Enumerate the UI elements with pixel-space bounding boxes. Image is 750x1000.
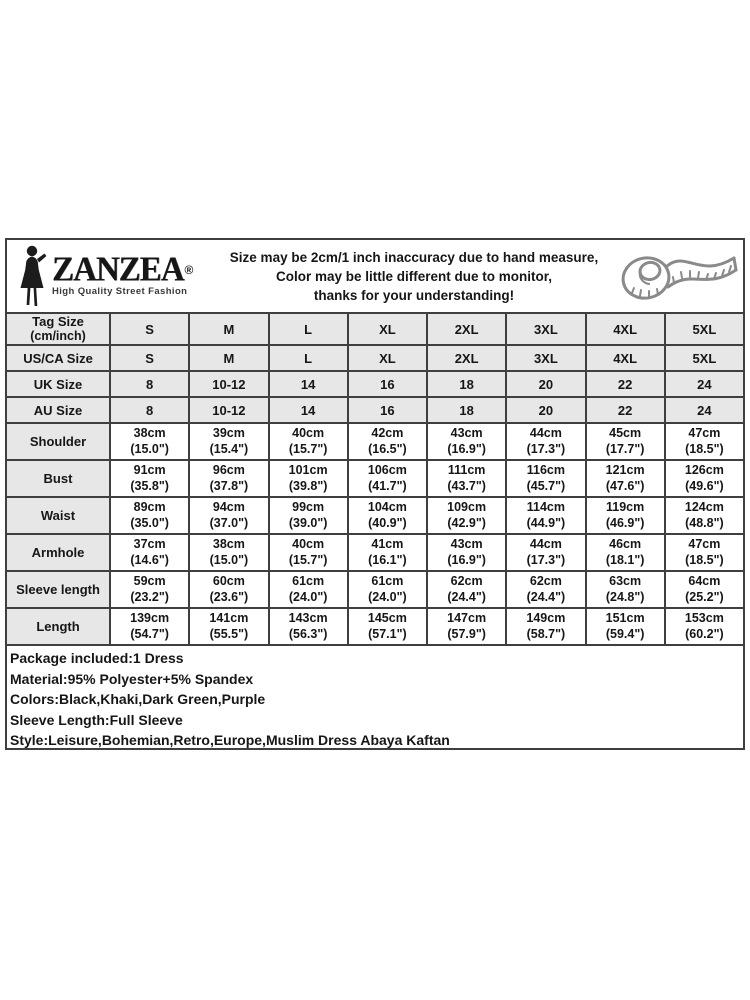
measurement-cell: 44cm (17.3") xyxy=(506,423,585,460)
measurement-cell: 149cm (58.7") xyxy=(506,608,585,645)
measurement-cell: 141cm (55.5") xyxy=(189,608,268,645)
measurement-row xyxy=(6,423,744,460)
measurement-cell: 126cm (49.6") xyxy=(665,460,744,497)
measurement-cell: 94cm (37.0") xyxy=(189,497,268,534)
size-cell: S xyxy=(110,345,189,371)
measurement-cell: 99cm (39.0") xyxy=(269,497,348,534)
measurement-row xyxy=(6,534,744,571)
chart-header xyxy=(5,238,745,312)
measurement-cell: 47cm (18.5") xyxy=(665,423,744,460)
measurement-cell: 143cm (56.3") xyxy=(269,608,348,645)
measurement-cell: 89cm (35.0") xyxy=(110,497,189,534)
measurement-cell: 104cm (40.9") xyxy=(348,497,427,534)
registered-mark-icon: ® xyxy=(184,262,194,277)
size-cell: 8 xyxy=(110,371,189,397)
row-label: Sleeve length xyxy=(6,571,110,608)
measurement-cell: 121cm (47.6") xyxy=(586,460,665,497)
disclaimer-line: Size may be 2cm/1 inch inaccuracy due to hand measure, xyxy=(229,249,599,265)
size-cell: 10-12 xyxy=(189,397,268,423)
measurement-cell: 139cm (54.7") xyxy=(110,608,189,645)
measurement-row xyxy=(6,460,744,497)
measurement-cell: 63cm (24.8") xyxy=(586,571,665,608)
size-cell: 24 xyxy=(665,397,744,423)
size-cell: 18 xyxy=(427,397,506,423)
measurement-cell: 59cm (23.2") xyxy=(110,571,189,608)
size-row xyxy=(6,397,744,423)
size-cell: L xyxy=(269,313,348,345)
row-label: Armhole xyxy=(6,534,110,571)
brand-logo xyxy=(7,245,217,307)
row-label: Tag Size (cm/inch) xyxy=(6,313,110,345)
measurement-cell: 60cm (23.6") xyxy=(189,571,268,608)
brand-tagline: High Quality Street Fashion xyxy=(52,286,188,297)
size-cell: 5XL xyxy=(665,345,744,371)
measurement-cell: 37cm (14.6") xyxy=(110,534,189,571)
size-cell: 2XL xyxy=(427,313,506,345)
measurement-cell: 41cm (16.1") xyxy=(348,534,427,571)
measurement-cell: 61cm (24.0") xyxy=(348,571,427,608)
measurement-cell: 111cm (43.7") xyxy=(427,460,506,497)
note-line: Sleeve Length:Full Sleeve xyxy=(10,711,183,728)
size-cell: 18 xyxy=(427,371,506,397)
size-cell: 10-12 xyxy=(189,371,268,397)
product-notes xyxy=(5,646,745,750)
fashion-figure-icon xyxy=(17,245,49,307)
size-cell: M xyxy=(189,313,268,345)
measurement-cell: 106cm (41.7") xyxy=(348,460,427,497)
measurement-cell: 119cm (46.9") xyxy=(586,497,665,534)
size-cell: M xyxy=(189,345,268,371)
size-table xyxy=(5,312,745,646)
measurement-cell: 42cm (16.5") xyxy=(348,423,427,460)
row-label: Shoulder xyxy=(6,423,110,460)
measurement-cell: 64cm (25.2") xyxy=(665,571,744,608)
measurement-cell: 39cm (15.4") xyxy=(189,423,268,460)
row-label: Waist xyxy=(6,497,110,534)
size-cell: 3XL xyxy=(506,345,585,371)
size-table-body xyxy=(6,313,744,645)
measurement-cell: 96cm (37.8") xyxy=(189,460,268,497)
size-row xyxy=(6,371,744,397)
measurement-cell: 40cm (15.7") xyxy=(269,423,348,460)
measurement-cell: 124cm (48.8") xyxy=(665,497,744,534)
measurement-cell: 145cm (57.1") xyxy=(348,608,427,645)
brand-name: ZANZEA xyxy=(52,251,184,289)
measurement-cell: 61cm (24.0") xyxy=(269,571,348,608)
tape-measure-icon xyxy=(611,245,743,307)
size-cell: XL xyxy=(348,313,427,345)
row-label: Length xyxy=(6,608,110,645)
size-cell: S xyxy=(110,313,189,345)
measurement-cell: 43cm (16.9") xyxy=(427,534,506,571)
note-line: Style:Leisure,Bohemian,Retro,Europe,Muslim Dress Abaya Kaftan xyxy=(10,732,450,748)
size-cell: 20 xyxy=(506,397,585,423)
disclaimer-line: Color may be little different due to monitor, xyxy=(275,268,553,284)
size-cell: 3XL xyxy=(506,313,585,345)
measurement-cell: 151cm (59.4") xyxy=(586,608,665,645)
measurement-row xyxy=(6,571,744,608)
note-line: Colors:Black,Khaki,Dark Green,Purple xyxy=(10,691,266,707)
row-label: Bust xyxy=(6,460,110,497)
measurement-cell: 101cm (39.8") xyxy=(269,460,348,497)
size-cell: 4XL xyxy=(586,313,665,345)
measurement-cell: 147cm (57.9") xyxy=(427,608,506,645)
size-cell: 22 xyxy=(586,371,665,397)
size-cell: L xyxy=(269,345,348,371)
row-label: US/CA Size xyxy=(6,345,110,371)
size-cell: 8 xyxy=(110,397,189,423)
measurement-cell: 47cm (18.5") xyxy=(665,534,744,571)
size-cell: 14 xyxy=(269,371,348,397)
size-cell: XL xyxy=(348,345,427,371)
measurement-cell: 45cm (17.7") xyxy=(586,423,665,460)
measurement-cell: 38cm (15.0") xyxy=(189,534,268,571)
size-disclaimer xyxy=(217,248,611,305)
measurement-cell: 114cm (44.9") xyxy=(506,497,585,534)
measurement-cell: 40cm (15.7") xyxy=(269,534,348,571)
size-cell: 16 xyxy=(348,397,427,423)
size-cell: 22 xyxy=(586,397,665,423)
size-cell: 24 xyxy=(665,371,744,397)
size-row xyxy=(6,345,744,371)
note-line: Package included:1 Dress xyxy=(10,650,184,666)
measurement-cell: 153cm (60.2") xyxy=(665,608,744,645)
measurement-cell: 62cm (24.4") xyxy=(427,571,506,608)
row-label: AU Size xyxy=(6,397,110,423)
size-cell: 5XL xyxy=(665,313,744,345)
measurement-cell: 38cm (15.0") xyxy=(110,423,189,460)
measurement-cell: 91cm (35.8") xyxy=(110,460,189,497)
measurement-row xyxy=(6,497,744,534)
measurement-cell: 44cm (17.3") xyxy=(506,534,585,571)
size-cell: 14 xyxy=(269,397,348,423)
disclaimer-line: thanks for your understanding! xyxy=(313,287,515,303)
size-cell: 4XL xyxy=(586,345,665,371)
size-cell: 16 xyxy=(348,371,427,397)
size-chart-sheet xyxy=(5,238,745,750)
brand-text-block xyxy=(52,251,194,297)
size-cell: 20 xyxy=(506,371,585,397)
note-line: Material:95% Polyester+5% Spandex xyxy=(10,670,254,687)
size-row xyxy=(6,313,744,345)
size-cell: 2XL xyxy=(427,345,506,371)
measurement-cell: 62cm (24.4") xyxy=(506,571,585,608)
row-label: UK Size xyxy=(6,371,110,397)
measurement-row xyxy=(6,608,744,645)
measurement-cell: 109cm (42.9") xyxy=(427,497,506,534)
measurement-cell: 46cm (18.1") xyxy=(586,534,665,571)
measurement-cell: 116cm (45.7") xyxy=(506,460,585,497)
measurement-cell: 43cm (16.9") xyxy=(427,423,506,460)
